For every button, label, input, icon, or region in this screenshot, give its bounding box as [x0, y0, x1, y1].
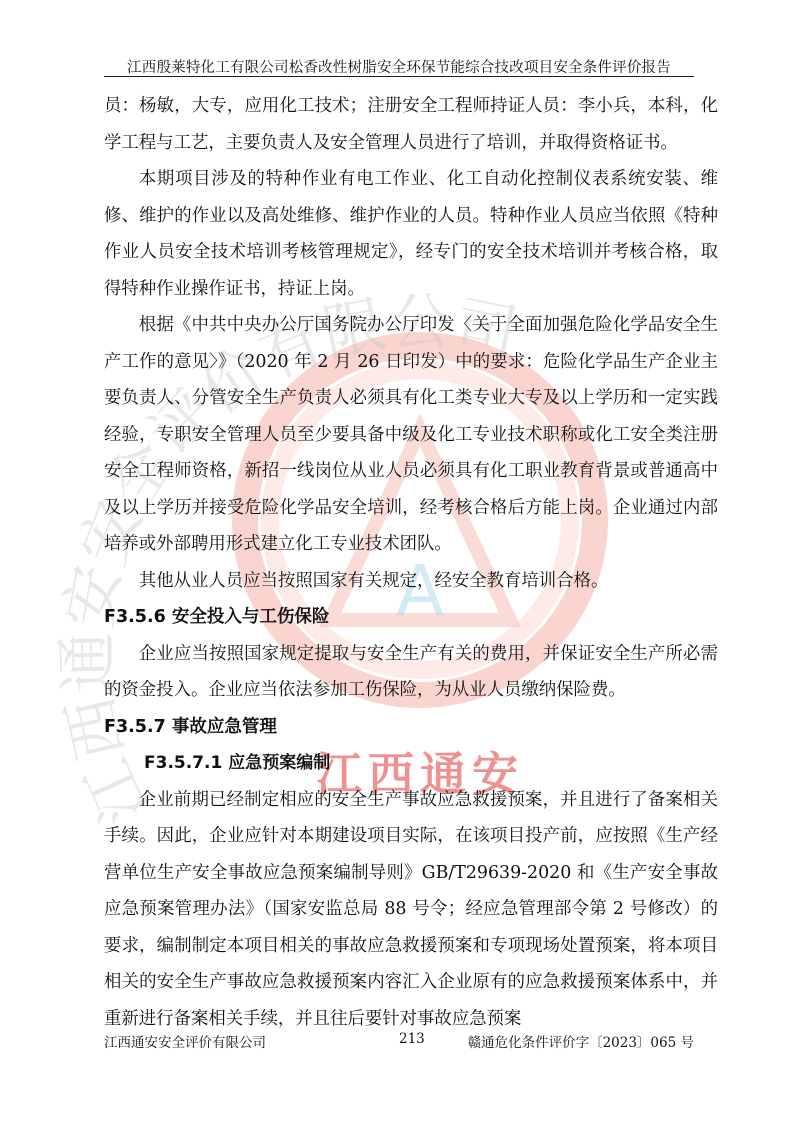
section-heading-3-5-7-1: F3.5.7.1 应急预案编制	[144, 753, 331, 773]
footer-document-number: 赣通危化条件评价字〔2023〕065 号	[467, 1035, 694, 1051]
paragraph-emergency-plan: 企业前期已经制定相应的安全生产事故应急救援预案，并且进行了备案相关手续。因此，企业应针对本期建设项目实际，在该项目投产前，应按照《生产经营单位生产安全事故应急预案编制导则》GB/T29639-2020 和《生产安全事故应急预案管理办法》（国家安监总局 88 号令；经应急管理部令第 2 号修改）的要求，编制制定本项目相关的事故应急救援预案和专项现场处置预案，将本项目相关的安全生产事故应急救援预案内容汇入企业原有的应急救援预案体系中，并重新进行备案相关手续，并且往后要针对事故应急预案	[104, 789, 718, 1029]
paragraph-staff-qualifications: 员：杨敏，大专，应用化工技术；注册安全工程师持证人员：李小兵，本科，化学工程与工艺，主要负责人及安全管理人员进行了培训，并取得资格证书。	[104, 96, 718, 153]
paragraph-special-operations: 本期项目涉及的特种作业有电工作业、化工自动化控制仪表系统安装、维修、维护的作业以及高处维修、维护作业的人员。特种作业人员应当依照《特种作业人员安全技术培训考核管理规定》，经专门的安全技术培训并考核合格，取得特种作业操作证书，持证上岗。	[104, 169, 718, 299]
footer-company: 江西通安安全评价有限公司	[104, 1035, 266, 1051]
document-header-title: 江西殷莱特化工有限公司松香改性树脂安全环保节能综合技改项目安全条件评价报告	[127, 60, 671, 76]
document-body	[104, 88, 718, 1037]
paragraph-safety-investment: 企业应当按照国家规定提取与安全生产有关的费用，并保证安全生产所必需的资金投入。企业应当依法参加工伤保险，为从业人员缴纳保险费。	[104, 643, 718, 700]
paragraph-policy-requirements: 根据《中共中央办公厅国务院办公厅印发〈关于全面加强危险化学品安全生产工作的意见〉》（2020 年 2 月 26 日印发）中的要求：危险化学品生产企业主要负责人、分管安全生产负责人必须具有化工类专业大专及以上学历和一定实践经验，专职安全管理人员至少要具备中级及化工专业技术职称或化工安全类注册安全工程师资格，新招一线岗位从业人员必须具有化工职业教育背景或普通高中及以上学历并接受危险化学品安全培训，经考核合格后方能上岗。企业通过内部培养或外部聘用形式建立化工专业技术团队。	[104, 315, 718, 554]
svg-text:A: A	[396, 550, 444, 632]
section-heading-3-5-7: F3.5.7 事故应急管理	[104, 716, 277, 737]
watermark-text: 江西通安	[316, 747, 524, 801]
header-divider	[104, 76, 694, 77]
paragraph-other-staff: 其他从业人员应当按照国家有关规定，经安全教育培训合格。	[138, 570, 609, 591]
footer-page-number: 213	[399, 1031, 425, 1047]
section-heading-3-5-6: F3.5.6 安全投入与工伤保险	[104, 607, 330, 627]
svg-text:江西通安安全评价有限公司: 江西通安安全评价有限公司	[50, 285, 524, 835]
